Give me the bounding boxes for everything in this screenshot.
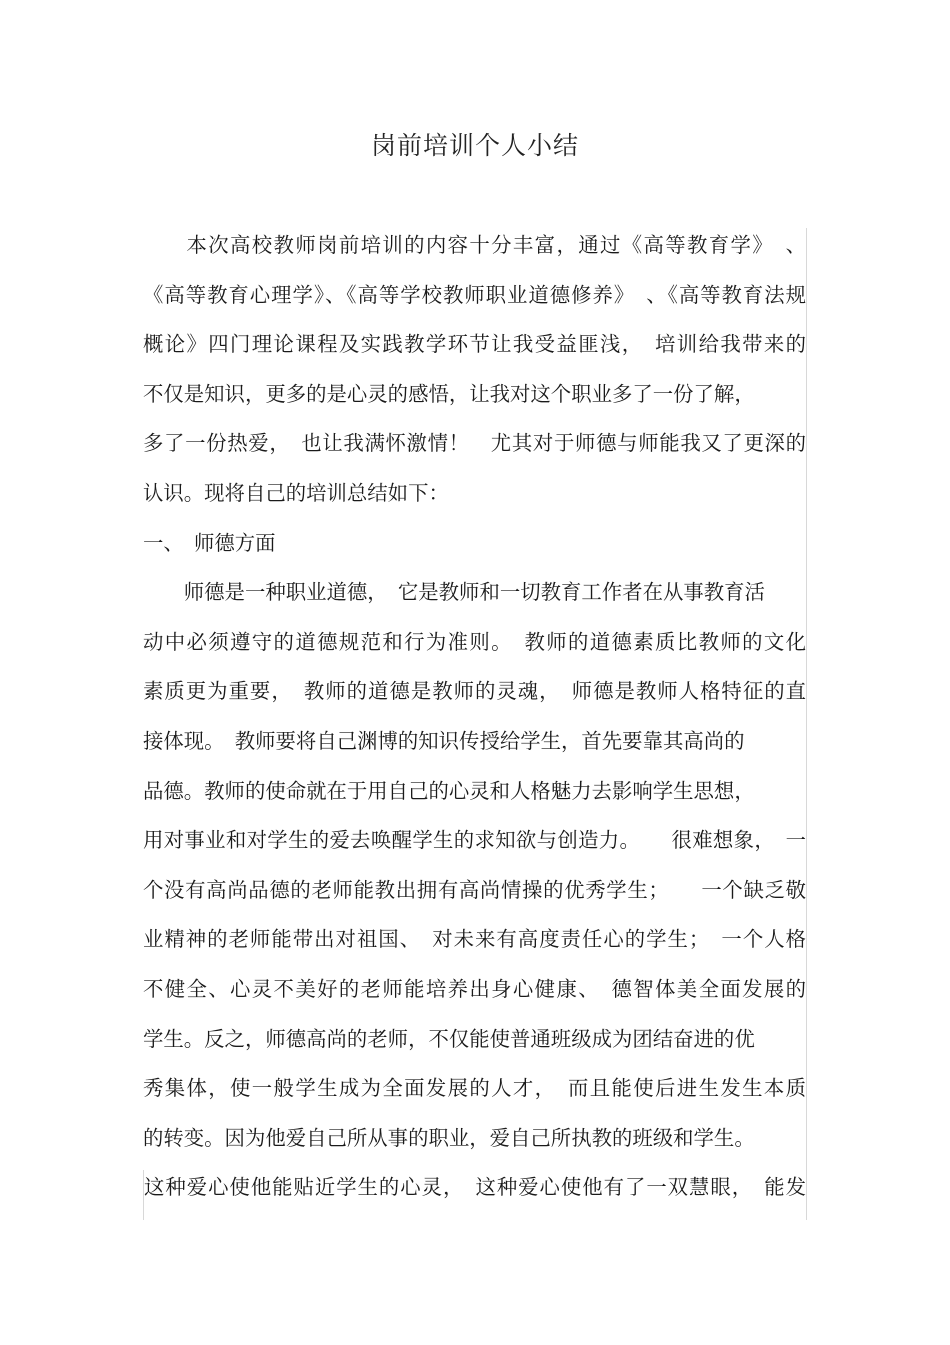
text-line: 接体现。 教师要将自己渊博的知识传授给学生，首先要靠其高尚的 <box>143 724 807 774</box>
text-line: 秀集体，使一般学生成为全面发展的人才， 而且能使后进生发生本质 <box>143 1071 807 1121</box>
text-line: 不仅是知识，更多的是心灵的感悟，让我对这个职业多了一份了解， <box>143 377 807 427</box>
text-line: 用对事业和对学生的爱去唤醒学生的求知欲与创造力。 很难想象， 一 <box>143 823 807 873</box>
document-title: 岗前培训个人小结 <box>370 131 579 160</box>
text-line: 不健全、心灵不美好的老师能培养出身心健康、 德智体美全面发展的 <box>143 972 807 1022</box>
section-heading: 一、 师德方面 <box>143 526 807 576</box>
text-line: 多了一份热爱， 也让我满怀激情！ 尤其对于师德与师能我又了更深的 <box>143 426 807 476</box>
text-line: 师德是一种职业道德， 它是教师和一切教育工作者在从事教育活 <box>143 575 807 625</box>
text-line: 动中必须遵守的道德规范和行为准则。 教师的道德素质比教师的文化 <box>143 625 807 675</box>
text-line: 业精神的老师能带出对祖国、 对未来有高度责任心的学生； 一个人格 <box>143 922 807 972</box>
text-line: 个没有高尚品德的老师能教出拥有高尚情操的优秀学生； 一个缺乏敬 <box>143 873 807 923</box>
text-line: 这种爱心使他能贴近学生的心灵， 这种爱心使他有了一双慧眼， 能发 <box>143 1170 807 1220</box>
text-line: 学生。反之，师德高尚的老师，不仅能使普通班级成为团结奋进的优 <box>143 1022 807 1072</box>
text-line: 《高等教育心理学》、《高等学校教师职业道德修养》 、《高等教育法规 <box>143 278 807 328</box>
text-line: 素质更为重要， 教师的道德是教师的灵魂， 师德是教师人格特征的直 <box>143 674 807 724</box>
text-line: 品德。教师的使命就在于用自己的心灵和人格魅力去影响学生思想， <box>143 774 807 824</box>
document-body <box>143 228 807 1220</box>
text-line: 概论》四门理论课程及实践教学环节让我受益匪浅， 培训给我带来的 <box>143 327 807 377</box>
text-line: 的转变。因为他爱自己所从事的职业，爱自己所执教的班级和学生。 <box>143 1121 807 1171</box>
text-line: 本次高校教师岗前培训的内容十分丰富，通过《高等教育学》 、 <box>143 228 807 278</box>
text-line: 认识。现将自己的培训总结如下： <box>143 476 807 526</box>
